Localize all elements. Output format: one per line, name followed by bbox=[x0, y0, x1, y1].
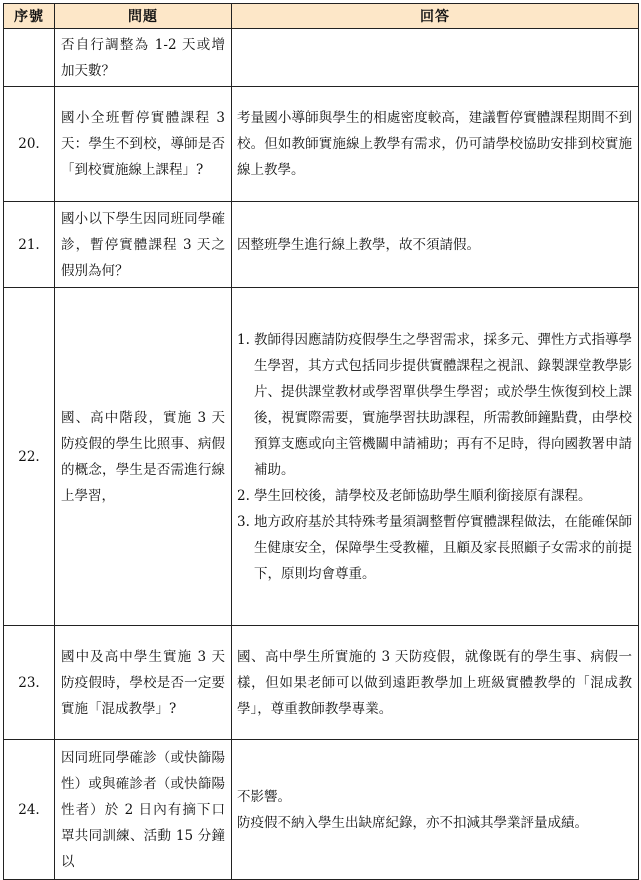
row-seq: 22. bbox=[4, 288, 55, 626]
header-seq: 序號 bbox=[4, 4, 55, 29]
row-question: 國小以下學生因同班同學確診，暫停實體課程 3 天之假別為何？ bbox=[55, 202, 232, 288]
row-answer bbox=[232, 288, 639, 626]
row-question: 國、高中階段，實施 3 天防疫假的學生比照事、病假的概念，學生是否需進行線上學習， bbox=[55, 288, 232, 626]
row-answer: 考量國小導師與學生的相處密度較高，建議暫停實體課程期間不到校。但如教師實施線上教學有需求，仍可請學校協助安排到校實施線上教學。 bbox=[232, 87, 639, 202]
list-item-text: 學生回校後，請學校及老師協助學生順利銜接原有課程。 bbox=[254, 487, 592, 504]
row-seq bbox=[4, 29, 55, 87]
answer-line: 不影響。 bbox=[237, 788, 291, 805]
list-item bbox=[237, 483, 632, 509]
list-item-number: 1. bbox=[237, 331, 250, 348]
table-row bbox=[4, 288, 639, 626]
header-answer: 回答 bbox=[232, 4, 639, 29]
row-answer bbox=[232, 29, 639, 87]
table-row bbox=[4, 202, 639, 288]
answer-list bbox=[237, 327, 632, 587]
list-item-number: 2. bbox=[237, 487, 250, 504]
row-seq: 21. bbox=[4, 202, 55, 288]
table-header-row bbox=[4, 4, 639, 29]
table-row bbox=[4, 626, 639, 740]
row-answer: 國、高中學生所實施的 3 天防疫假，就像既有的學生事、病假一樣，但如果老師可以做到遠距教學加上班級實體教學的「混成教學」，尊重教師教學專業。 bbox=[232, 626, 639, 740]
header-question: 問題 bbox=[55, 4, 232, 29]
row-question: 國中及高中學生實施 3 天防疫假時，學校是否一定要實施「混成教學」? bbox=[55, 626, 232, 740]
row-seq: 23. bbox=[4, 626, 55, 740]
row-seq: 24. bbox=[4, 740, 55, 880]
row-question: 因同班同學確診（或快篩陽性）或與確診者（或快篩陽性者）於 2 日內有摘下口罩共同訓練、活動 15 分鐘以 bbox=[55, 740, 232, 880]
list-item-number: 3. bbox=[237, 513, 250, 530]
row-answer bbox=[232, 740, 639, 880]
row-question: 國小全班暫停實體課程 3 天：學生不到校，導師是否「到校實施線上課程」? bbox=[55, 87, 232, 202]
table-row bbox=[4, 87, 639, 202]
row-answer: 因整班學生進行線上教學，故不須請假。 bbox=[232, 202, 639, 288]
row-seq: 20. bbox=[4, 87, 55, 202]
answer-line: 防疫假不納入學生出缺席紀錄，亦不扣減其學業評量成績。 bbox=[237, 814, 588, 831]
list-item-text: 教師得因應請防疫假學生之學習需求，採多元、彈性方式指導學生學習，其方式包括同步提供實體課程之視訊、錄製課堂教學影片、提供課堂教材或學習單供學生學習；或於學生恢復到校上課後，視實際需要，實施學習扶助課程，所需教師鐘點費，由學校預算支應或向主管機關申請補助；再有不足時，得向國教署申請補助。 bbox=[254, 331, 632, 478]
list-item-text: 地方政府基於其特殊考量須調整暫停實體課程做法，在能確保師生健康安全，保障學生受教權，且顧及家長照顧子女需求的前提下，原則均會尊重。 bbox=[254, 513, 632, 582]
table-row bbox=[4, 29, 639, 87]
table-row bbox=[4, 740, 639, 880]
faq-table bbox=[3, 3, 639, 880]
list-item bbox=[237, 509, 632, 587]
row-question: 否自行調整為 1-2 天或增加天數？ bbox=[55, 29, 232, 87]
list-item bbox=[237, 327, 632, 483]
